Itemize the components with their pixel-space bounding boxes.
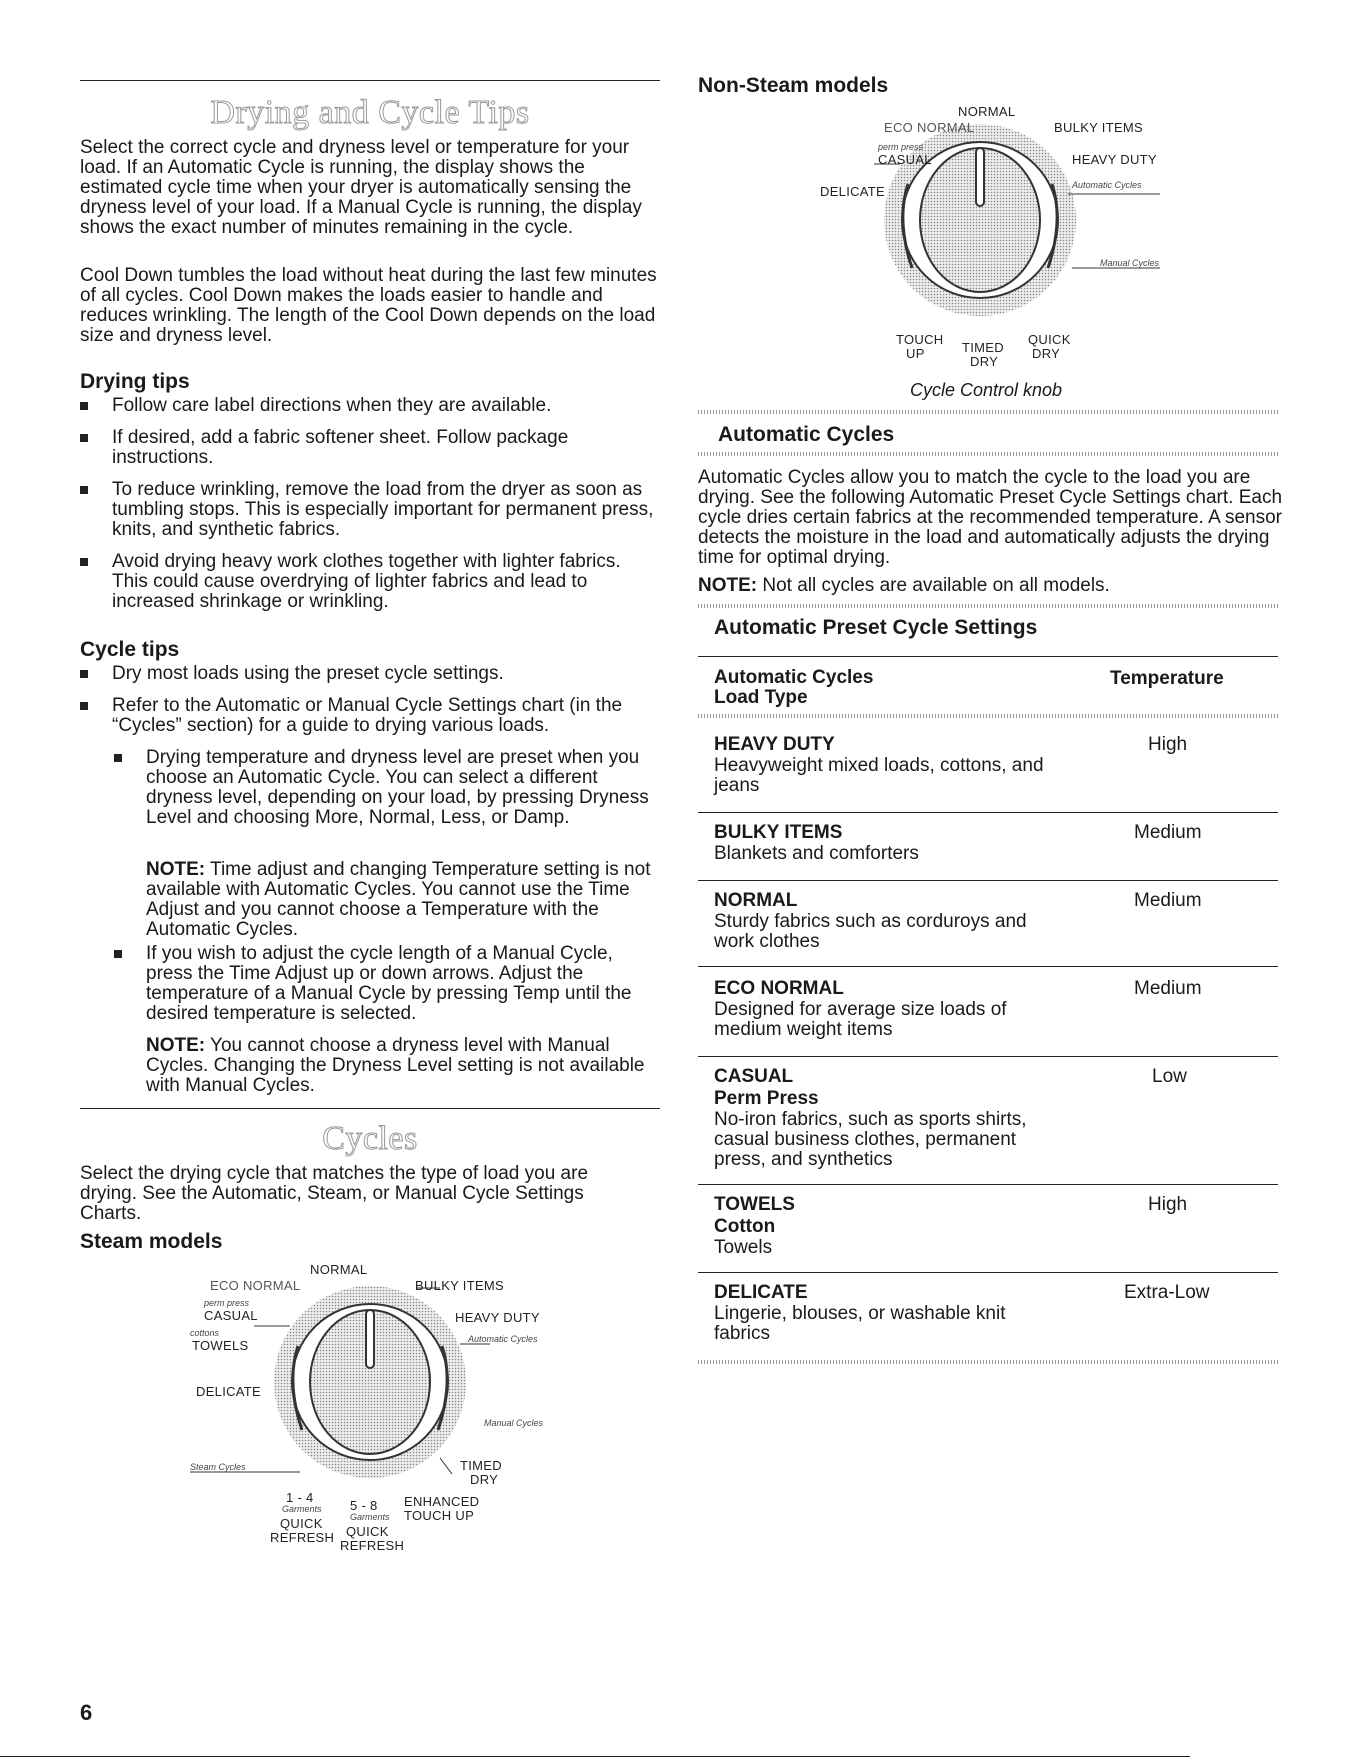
divider bbox=[698, 410, 1278, 414]
list-item: Follow care label directions when they are available. bbox=[80, 396, 660, 416]
table-row: TOWELS Cotton Towels High bbox=[714, 1194, 1188, 1258]
non-steam-cycle-knob-diagram: NORMAL ECO NORMAL BULKY ITEMS perm press CASUAL HEAVY DUTY DELICATE Automatic Cycles Manual Cycles TOUCH UP TIMED DRY QUICK DRY bbox=[810, 104, 1180, 374]
list-item: Dry most loads using the preset cycle settings. bbox=[80, 664, 660, 684]
row-rule bbox=[698, 812, 1278, 813]
bullet-icon bbox=[114, 950, 122, 958]
list-item: To reduce wrinkling, remove the load from the dryer as soon as tumbling stops. This is especially important for permanent press, knits, and synthetic fabrics. bbox=[80, 480, 660, 540]
automatic-cycles-paragraph: Automatic Cycles allow you to match the cycle to the load you are drying. See the following Automatic Preset Cycle Settings chart. Each cycle dries certain fabrics at the recommended temperature. A sensor detects the moisture in the load and automatically adjusts the drying time for optimal drying. bbox=[698, 467, 1283, 568]
row-rule bbox=[698, 1056, 1278, 1057]
section-title-cycles: Cycles bbox=[322, 1120, 418, 1157]
note-label: NOTE: bbox=[146, 1035, 206, 1056]
intro-paragraph-1: Select the correct cycle and dryness level or temperature for your load. If an Automatic Cycle is running, the display shows the estimated cycle time when your dryer is automatically sensing the dryness level of your load. If a Manual Cycle is running, the display shows the exact number of minutes remaining in the cycle. bbox=[80, 137, 642, 238]
preset-settings-heading: Automatic Preset Cycle Settings bbox=[714, 616, 1038, 639]
divider bbox=[698, 452, 1278, 456]
steam-models-heading: Steam models bbox=[80, 1230, 223, 1253]
table-header-temperature: Temperature bbox=[1110, 668, 1224, 689]
row-rule bbox=[698, 880, 1278, 881]
page-bottom-rule bbox=[0, 1756, 1190, 1757]
cycle-tips-heading: Cycle tips bbox=[80, 638, 180, 661]
table-row: BULKY ITEMS Blankets and comforters Medium bbox=[714, 822, 1202, 864]
automatic-cycles-heading: Automatic Cycles bbox=[718, 423, 895, 446]
cycles-intro: Select the drying cycle that matches the type of load you are drying. See the Automatic, Steam, or Manual Cycle Settings Charts. bbox=[80, 1163, 589, 1224]
row-rule bbox=[698, 1272, 1278, 1273]
row-rule bbox=[698, 966, 1278, 967]
bullet-icon bbox=[80, 670, 88, 678]
bullet-icon bbox=[80, 558, 88, 566]
row-rule bbox=[698, 1184, 1278, 1185]
bullet-icon bbox=[114, 754, 122, 762]
drying-tips-heading: Drying tips bbox=[80, 370, 190, 393]
bullet-icon bbox=[80, 486, 88, 494]
page-number: 6 bbox=[80, 1700, 93, 1725]
note-availability: NOTE: Not all cycles are available on all models. bbox=[698, 575, 1110, 596]
note-label: NOTE: bbox=[146, 859, 206, 880]
list-item: If desired, add a fabric softener sheet. Follow package instructions. bbox=[80, 428, 660, 468]
divider bbox=[698, 604, 1278, 608]
note-label: NOTE: bbox=[698, 575, 758, 596]
list-item: If you wish to adjust the cycle length of a Manual Cycle, press the Time Adjust up or down arrows. Adjust the temperature of a Manual Cycle by pressing Temp until the desired temperature is selected. bbox=[114, 944, 660, 1024]
knob-caption: Cycle Control knob bbox=[910, 380, 1063, 400]
list-item: Refer to the Automatic or Manual Cycle Settings chart (in the “Cycles” section) for a guide to drying various loads. bbox=[80, 696, 660, 736]
table-row: ECO NORMAL Designed for average size loads of medium weight items Medium bbox=[714, 978, 1202, 1040]
note-manual: NOTE: You cannot choose a dryness level with Manual Cycles. Changing the Dryness Level setting is not available with Manual Cycles. bbox=[146, 1035, 645, 1096]
section-title-drying-tips: Drying and Cycle Tips bbox=[210, 94, 530, 131]
intro-paragraph-2: Cool Down tumbles the load without heat during the last few minutes of all cycles. Cool Down makes the loads easier to handle and reduces wrinkling. The length of the Cool Down depends on the load size and dryness level. bbox=[80, 265, 657, 346]
table-row: CASUAL Perm Press No-iron fabrics, such as sports shirts, casual business clothes, permanent press, and synthetics Low bbox=[714, 1066, 1187, 1170]
section-rule bbox=[80, 1108, 660, 1109]
top-rule-left bbox=[80, 80, 660, 81]
bullet-icon bbox=[80, 702, 88, 710]
table-row: HEAVY DUTY Heavyweight mixed loads, cottons, and jeans High bbox=[714, 734, 1188, 796]
cycle-knob-icon bbox=[810, 104, 1180, 374]
table-row: NORMAL Sturdy fabrics such as corduroys and work clothes Medium bbox=[714, 890, 1202, 952]
table-header-cycles: Automatic Cycles Load Type bbox=[714, 667, 874, 708]
list-item: Drying temperature and dryness level are preset when you choose an Automatic Cycle. You can select a different dryness level, depending on your load, by pressing Dryness Level and choosing More, Normal, Less, or Damp. bbox=[114, 748, 660, 828]
table-top-rule bbox=[698, 656, 1278, 657]
list-item: Avoid drying heavy work clothes together with lighter fabrics. This could cause overdrying of lighter fabrics and lead to increased shrinkage or wrinkling. bbox=[80, 552, 660, 612]
bullet-icon bbox=[80, 434, 88, 442]
bullet-icon bbox=[80, 402, 88, 410]
note-automatic: NOTE: Time adjust and changing Temperature setting is not available with Automatic Cycles. You cannot use the Time Adjust and you cannot choose a Temperature with the Automatic Cycles. bbox=[146, 859, 651, 940]
steam-cycle-knob-diagram: NORMAL ECO NORMAL BULKY ITEMS perm press CASUAL HEAVY DUTY cottons TOWELS Automatic Cycles DELICATE Manual Cycles Steam Cycles TIMED DRY 1 - 4 Garments QUICK REFRESH 5 - 8 Garments QUICK REFRESH ENHANCED TOUCH UP bbox=[190, 1262, 550, 1562]
non-steam-models-heading: Non-Steam models bbox=[698, 74, 889, 97]
table-bottom-divider bbox=[698, 1360, 1278, 1364]
table-row: DELICATE Lingerie, blouses, or washable knit fabrics Extra-Low bbox=[714, 1282, 1210, 1344]
divider bbox=[698, 714, 1278, 718]
